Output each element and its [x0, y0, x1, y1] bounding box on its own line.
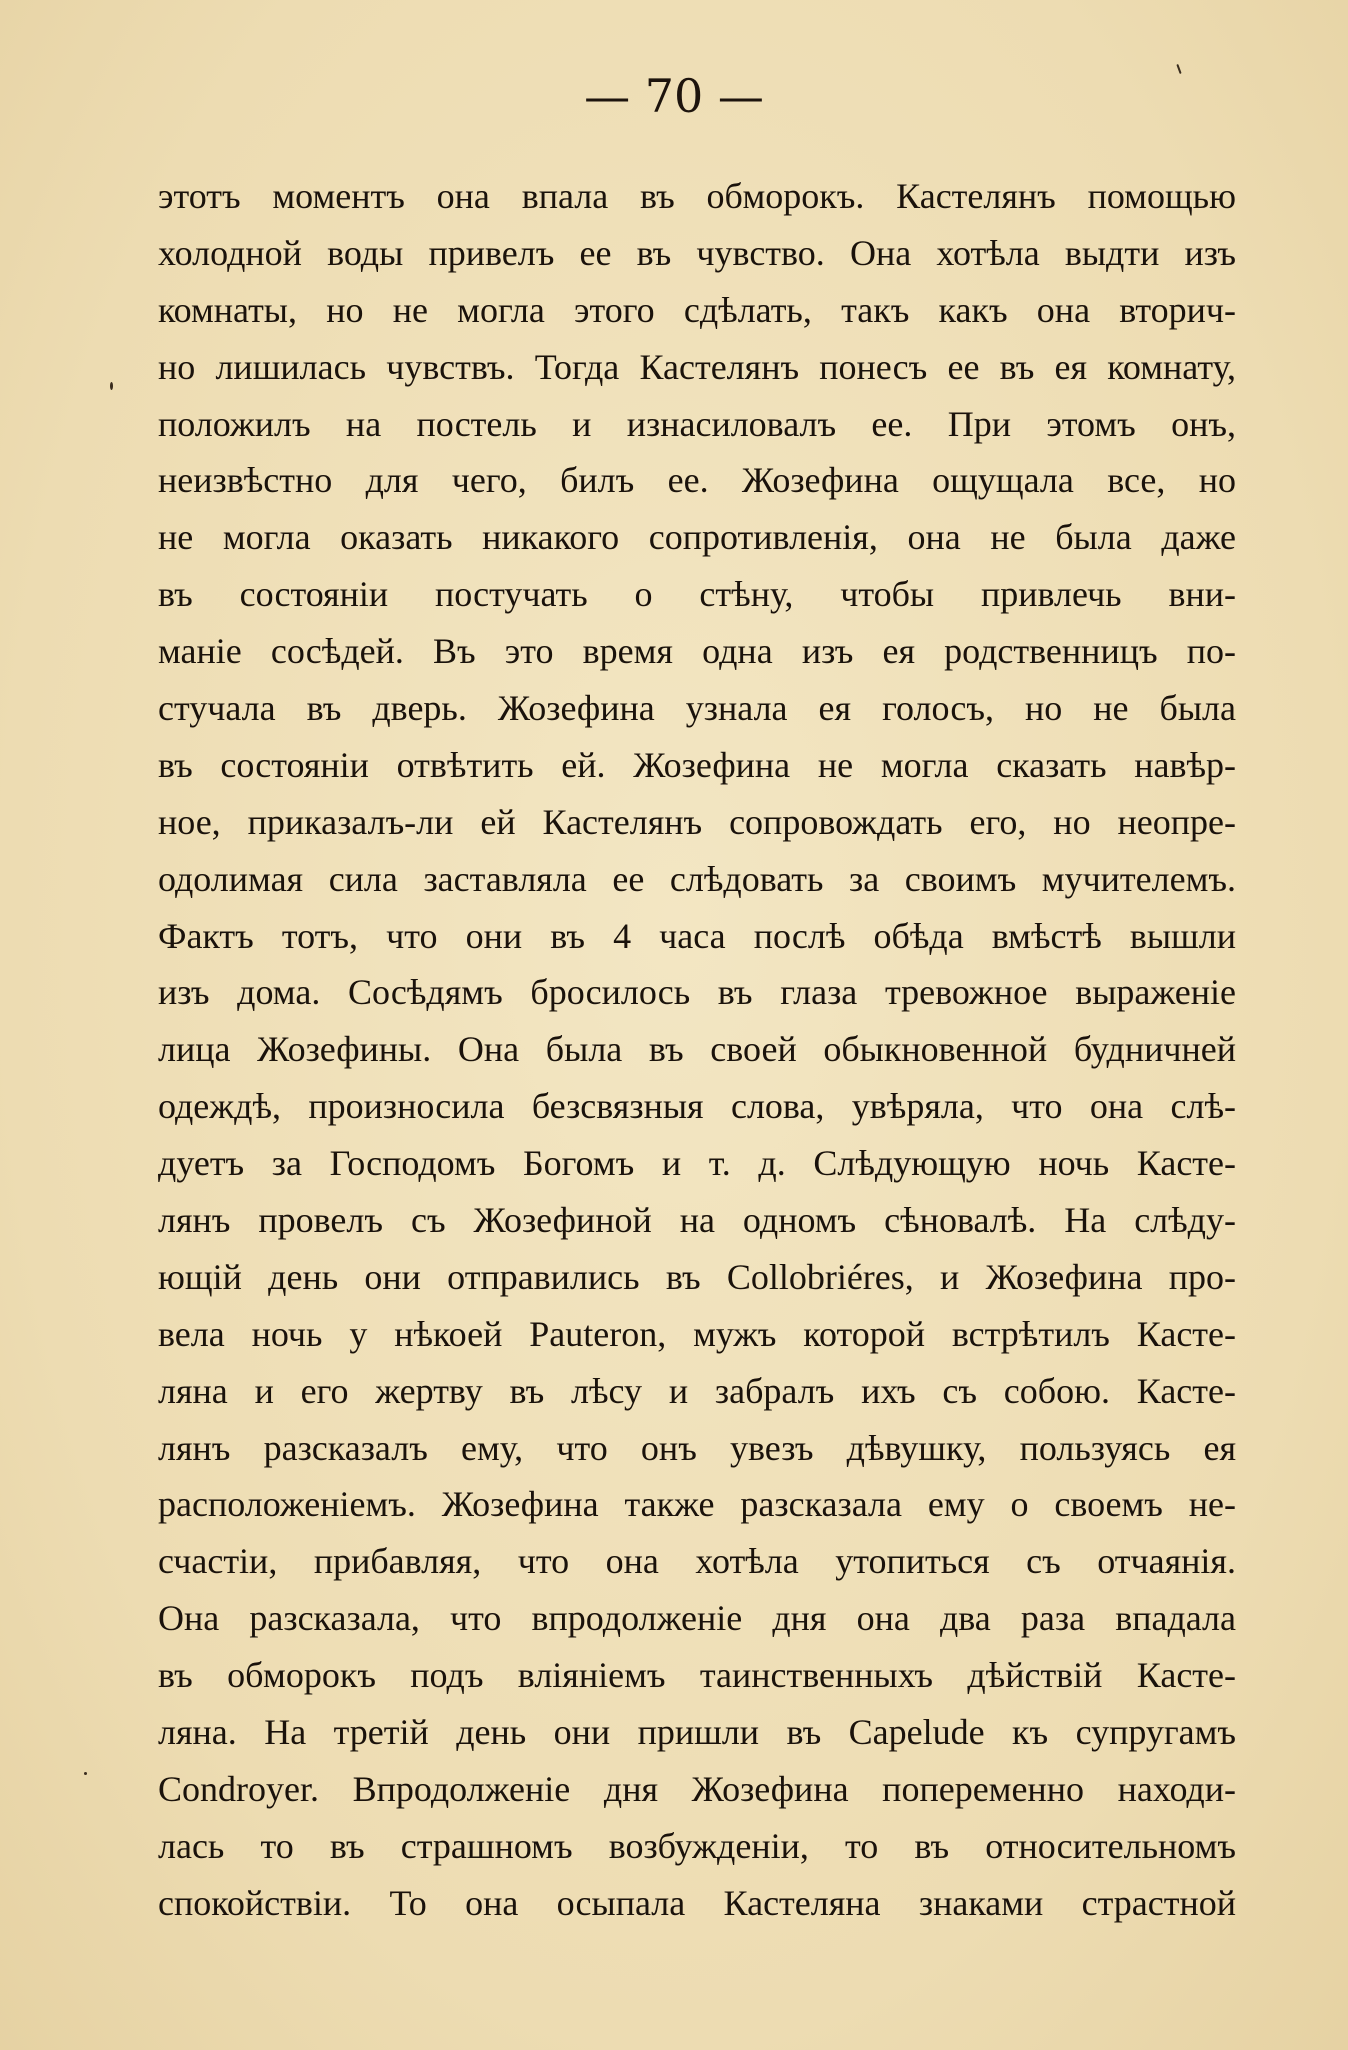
- text-line: счастіи, прибавляя, что она хотѣла утопиться съ отчаянія.: [158, 1541, 1236, 1582]
- text-line: лянъ разсказалъ ему, что онъ увезъ дѣвушку, пользуясь ея: [158, 1427, 1236, 1468]
- page-number: — 70 —: [584, 69, 764, 123]
- text-line: маніе сосѣдей. Въ это время одна изъ ея родственницъ по-: [158, 631, 1236, 672]
- text-line: расположеніемъ. Жозефина также разсказала ему о своемъ не-: [158, 1484, 1236, 1525]
- text-line: ляна. На третій день они пришли въ Capelude къ супругамъ: [158, 1712, 1236, 1753]
- text-line: лица Жозефины. Она была въ своей обыкновенной будничней: [158, 1029, 1236, 1070]
- text-line: въ состояніи постучать о стѣну, чтобы привлечь вни-: [158, 574, 1236, 615]
- text-line: вела ночь у нѣкоей Pauteron, мужъ которой встрѣтилъ Касте-: [158, 1313, 1236, 1354]
- text-line: ющій день они отправились въ Collobriéres, и Жозефина про-: [158, 1256, 1236, 1297]
- text-line: комнаты, но не могла этого сдѣлать, такъ какъ она вторич-: [158, 289, 1236, 330]
- text-line: въ обморокъ подъ вліяніемъ таинственныхъ дѣйствій Касте-: [158, 1655, 1236, 1696]
- text-line: ное, приказалъ-ли ей Кастелянъ сопровождать его, но неопре-: [158, 801, 1236, 842]
- ink-speck: [110, 382, 113, 390]
- text-line: Она разсказала, что впродолженіе дня она два раза впадала: [158, 1598, 1236, 1639]
- text-line: но лишилась чувствъ. Тогда Кастелянъ понесъ ее въ ея комнату,: [158, 346, 1236, 387]
- text-line: холодной воды привелъ ее въ чувство. Она хотѣла выдти изъ: [158, 232, 1236, 273]
- text-line: спокойствіи. То она осыпала Кастеляна знаками страстной: [158, 1882, 1236, 1923]
- text-line: въ состояніи отвѣтить ей. Жозефина не могла сказать навѣр-: [158, 744, 1236, 785]
- text-line: не могла оказать никакого сопротивленія, она не была даже: [158, 517, 1236, 558]
- text-line: одеждѣ, произносила безсвязныя слова, увѣряла, что она слѣ-: [158, 1086, 1236, 1127]
- text-line: неизвѣстно для чего, билъ ее. Жозефина ощущала все, но: [158, 460, 1236, 501]
- text-line: стучала въ дверь. Жозефина узнала ея голосъ, но не была: [158, 688, 1236, 729]
- text-line: лась то въ страшномъ возбужденіи, то въ относительномъ: [158, 1825, 1236, 1866]
- body-text: [158, 168, 1236, 1932]
- text-line: дуетъ за Господомъ Богомъ и т. д. Слѣдующую ночь Касте-: [158, 1143, 1236, 1184]
- text-line: изъ дома. Сосѣдямъ бросилось въ глаза тревожное выраженіе: [158, 972, 1236, 1013]
- text-line: лянъ провелъ съ Жозефиной на одномъ сѣновалѣ. На слѣду-: [158, 1200, 1236, 1241]
- ink-speck: [84, 1772, 87, 1775]
- text-line: Condroyer. Впродолженіе дня Жозефина попеременно находи-: [158, 1768, 1236, 1809]
- text-line: ляна и его жертву въ лѣсу и забралъ ихъ съ собою. Касте-: [158, 1370, 1236, 1411]
- text-line: Фактъ тотъ, что они въ 4 часа послѣ обѣда вмѣстѣ вышли: [158, 915, 1236, 956]
- text-line: положилъ на постель и изнасиловалъ ее. При этомъ онъ,: [158, 403, 1236, 444]
- text-line: одолимая сила заставляла ее слѣдовать за своимъ мучителемъ.: [158, 858, 1236, 899]
- text-line: этотъ моментъ она впала въ обморокъ. Кастелянъ помощью: [158, 176, 1236, 216]
